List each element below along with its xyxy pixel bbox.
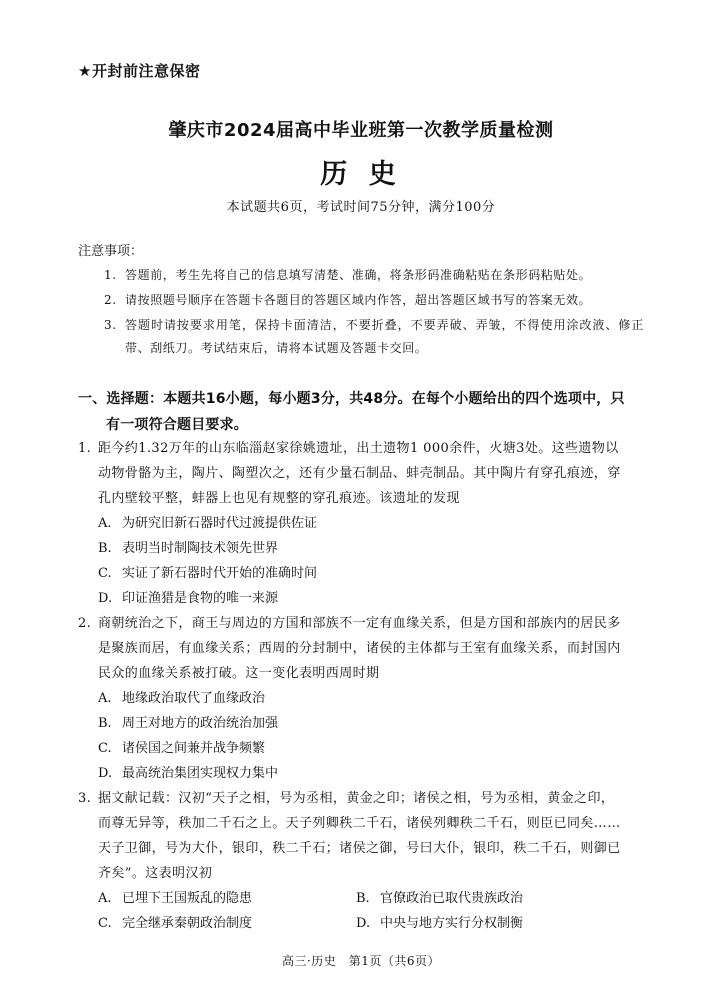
question-line: 据文献记载：汉初“天子之相，号为丞相，黄金之印；诸侯之相，号为丞相，黄金之印， [98, 791, 615, 806]
question-text [98, 436, 648, 511]
option-a [98, 686, 648, 711]
question-stem [78, 611, 648, 686]
option-letter: C. [98, 916, 112, 931]
question-line: 商朝统治之下，商王与周边的方国和部族不一定有血缘关系，但是方国和部族内的居民多 [98, 616, 621, 631]
question-number: 1. [78, 441, 92, 456]
option-letter: D. [98, 591, 113, 606]
confidential-notice: ★开封前注意保密 [78, 62, 201, 80]
notice-item [104, 289, 644, 312]
option-b [356, 886, 646, 911]
option-c [98, 561, 648, 586]
question-text [98, 611, 648, 686]
question-stem [78, 436, 648, 511]
option-b [98, 536, 648, 561]
subject-title: 历 史 [320, 159, 402, 190]
section-title-line: 一、选择题：本题共16小题，每小题3分，共48分。在每个小题给出的四个选项中，只 [78, 391, 625, 407]
option-c [98, 911, 356, 936]
notice-text: 答题前，考生先将自己的信息填写清楚、准确，将条形码准确粘贴在条形码粘贴处。 [125, 268, 592, 282]
notice-text: 请按照题号顺序在答题卡各题目的答题区域内作答，超出答题区域书写的答案无效。 [125, 293, 592, 307]
notice-number: 1. [104, 268, 117, 282]
option-letter: D. [356, 916, 371, 931]
question-list [78, 436, 648, 936]
option-a [98, 886, 356, 911]
option-d [98, 761, 648, 786]
question-number: 3. [78, 791, 92, 806]
question-2 [78, 611, 648, 786]
question-text [98, 786, 648, 886]
option-list [78, 886, 648, 936]
option-letter: D. [98, 766, 113, 781]
option-letter: A. [98, 516, 112, 531]
exam-title: 肇庆市2024届高中毕业班第一次教学质量检测 [168, 120, 554, 141]
notice-number: 3. [104, 318, 117, 332]
option-text: 最高统治集团实现权力集中 [122, 766, 279, 781]
question-1 [78, 436, 648, 611]
notice-list [104, 264, 644, 362]
question-3 [78, 786, 648, 936]
option-letter: C. [98, 566, 112, 581]
question-line: 齐矣”。这表明汉初 [98, 866, 213, 881]
option-list [78, 686, 648, 786]
option-letter: A. [98, 691, 112, 706]
option-d [356, 911, 646, 936]
option-text: 已埋下王国叛乱的隐患 [122, 891, 253, 906]
option-text: 周王对地方的政治统治加强 [122, 716, 279, 731]
option-letter: C. [98, 741, 112, 756]
question-line: 是聚族而居，有血缘关系；西周的分封制中，诸侯的主体都与王室有血缘关系，而封国内 [98, 641, 621, 656]
notice-number: 2. [104, 293, 117, 307]
option-text: 中央与地方实行分权制衡 [380, 916, 524, 931]
question-stem [78, 786, 648, 886]
question-line: 动物骨骼为主，陶片、陶塑次之，还有少量石制品、蚌壳制品。其中陶片有穿孔痕迹，穿 [98, 466, 621, 481]
exam-info: 本试题共6页，考试时间75分钟，满分100分 [226, 200, 496, 215]
option-text: 诸侯国之间兼并战争频繁 [122, 741, 266, 756]
option-text: 为研究旧新石器时代过渡提供佐证 [122, 516, 318, 531]
option-text: 实证了新石器时代开始的准确时间 [122, 566, 318, 581]
option-list [78, 511, 648, 611]
question-number: 2. [78, 616, 92, 631]
option-text: 官僚政治已取代贵族政治 [380, 891, 524, 906]
option-letter: B. [98, 716, 112, 731]
page-footer: 高三·历史 第1页（共6页） [281, 954, 441, 968]
option-letter: A. [98, 891, 112, 906]
question-line: 而尊无异等，秩加二千石之上。天子列卿秩二千石，诸侯列卿秩二千石，则臣已同矣…… [98, 816, 621, 831]
option-d [98, 586, 648, 611]
option-b [98, 711, 648, 736]
option-text: 表明当时制陶技术领先世界 [122, 541, 279, 556]
section-title-line: 有一项符合题目要求。 [106, 417, 248, 433]
notice-item [104, 314, 644, 360]
option-text: 印证渔猎是食物的唯一来源 [122, 591, 279, 606]
notice-item [104, 264, 644, 287]
option-c [98, 736, 648, 761]
notice-heading: 注意事项： [78, 244, 144, 259]
question-line: 距今约1.32万年的山东临淄赵家徐姚遗址，出土遗物1 000余件，火塘3处。这些遗物以 [98, 441, 619, 456]
question-line: 民众的血缘关系被打破。这一变化表明西周时期 [98, 666, 380, 681]
option-a [98, 511, 648, 536]
question-line: 孔内壁较平整，蚌器上也见有规整的穿孔痕迹。该遗址的发现 [98, 491, 460, 506]
option-letter: B. [98, 541, 112, 556]
option-letter: B. [356, 891, 370, 906]
section-title [78, 386, 646, 438]
notice-text: 答题时请按要求用笔，保持卡面清洁，不要折叠，不要弄破、弄皱，不得使用涂改液、修正带、刮纸刀。考试结束后，请将本试题及答题卡交回。 [125, 318, 644, 355]
option-text: 地缘政治取代了血缘政治 [122, 691, 266, 706]
option-text: 完全继承秦朝政治制度 [122, 916, 253, 931]
question-line: 天子卫御，号为大仆，银印，秩二千石；诸侯之御，号曰大仆，银印，秩二千石，则御已 [98, 841, 621, 856]
